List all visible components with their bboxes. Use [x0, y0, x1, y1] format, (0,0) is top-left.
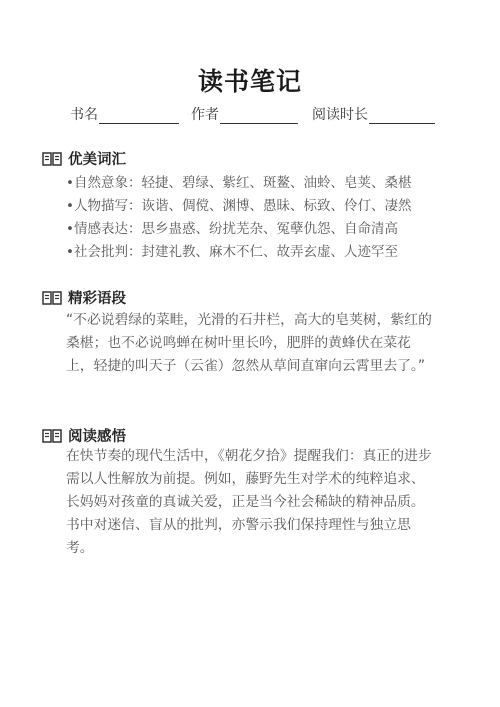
reading-time-blank[interactable] — [369, 108, 435, 124]
book-name-blank[interactable] — [99, 108, 179, 124]
book-icon — [42, 428, 62, 444]
page-title: 读书笔记 — [197, 67, 302, 96]
book-name-label: 书名 — [70, 107, 98, 123]
vocab-item-nature: •自然意象：轻捷、碧绿、紫红、斑鳌、油蛉、皂荚、桑椹 — [66, 175, 412, 191]
book-icon — [42, 151, 62, 167]
vocab-heading: 优美词汇 — [68, 152, 126, 168]
book-name-field[interactable] — [70, 104, 179, 124]
quote-heading: 精彩语段 — [68, 291, 126, 307]
author-label: 作者 — [191, 107, 219, 123]
book-icon — [42, 290, 62, 306]
reflection-paragraph: 在快节奏的现代生活中，《朝花夕拾》提醒我们：真正的进步需以人性解放为前提。例如，藤野先生对学术的纯粹追求、长妈妈对孩童的真诚关爱，正是当今社会稀缺的精神品质。书中对迷信、盲从的批判，亦警示我们保持理性与独立思考。 — [66, 448, 432, 556]
author-blank[interactable] — [220, 108, 298, 124]
vocab-list — [66, 172, 411, 264]
vocab-section-header — [42, 148, 126, 169]
quote-paragraph: “不必说碧绿的菜畦，光滑的石井栏，高大的皂荚树，紫红的桑椹；也不必说鸣蝉在树叶里长吟，肥胖的黄蜂伏在菜花上，轻捷的叫天子（云雀）忽然从草间直窜向云霄里去了。” — [66, 312, 432, 374]
reflection-heading: 阅读感悟 — [68, 429, 126, 445]
book-info-row — [70, 104, 435, 124]
reading-time-label: 阅读时长 — [312, 107, 368, 123]
vocab-item-emotion: •情感表达：思乡蛊惑、纷扰芜杂、冤孽仇怨、自命清高 — [66, 221, 398, 237]
reading-time-field[interactable] — [312, 104, 435, 124]
vocab-item-character: •人物描写：诙谐、倜傥、渊博、愚昧、标致、伶仃、凄然 — [66, 198, 412, 214]
author-field[interactable] — [191, 104, 298, 124]
reflection-section-header — [42, 425, 126, 446]
vocab-item-society: •社会批判：封建礼教、麻木不仁、故弄玄虚、人迹罕至 — [66, 244, 398, 260]
quote-section-header — [42, 287, 126, 308]
